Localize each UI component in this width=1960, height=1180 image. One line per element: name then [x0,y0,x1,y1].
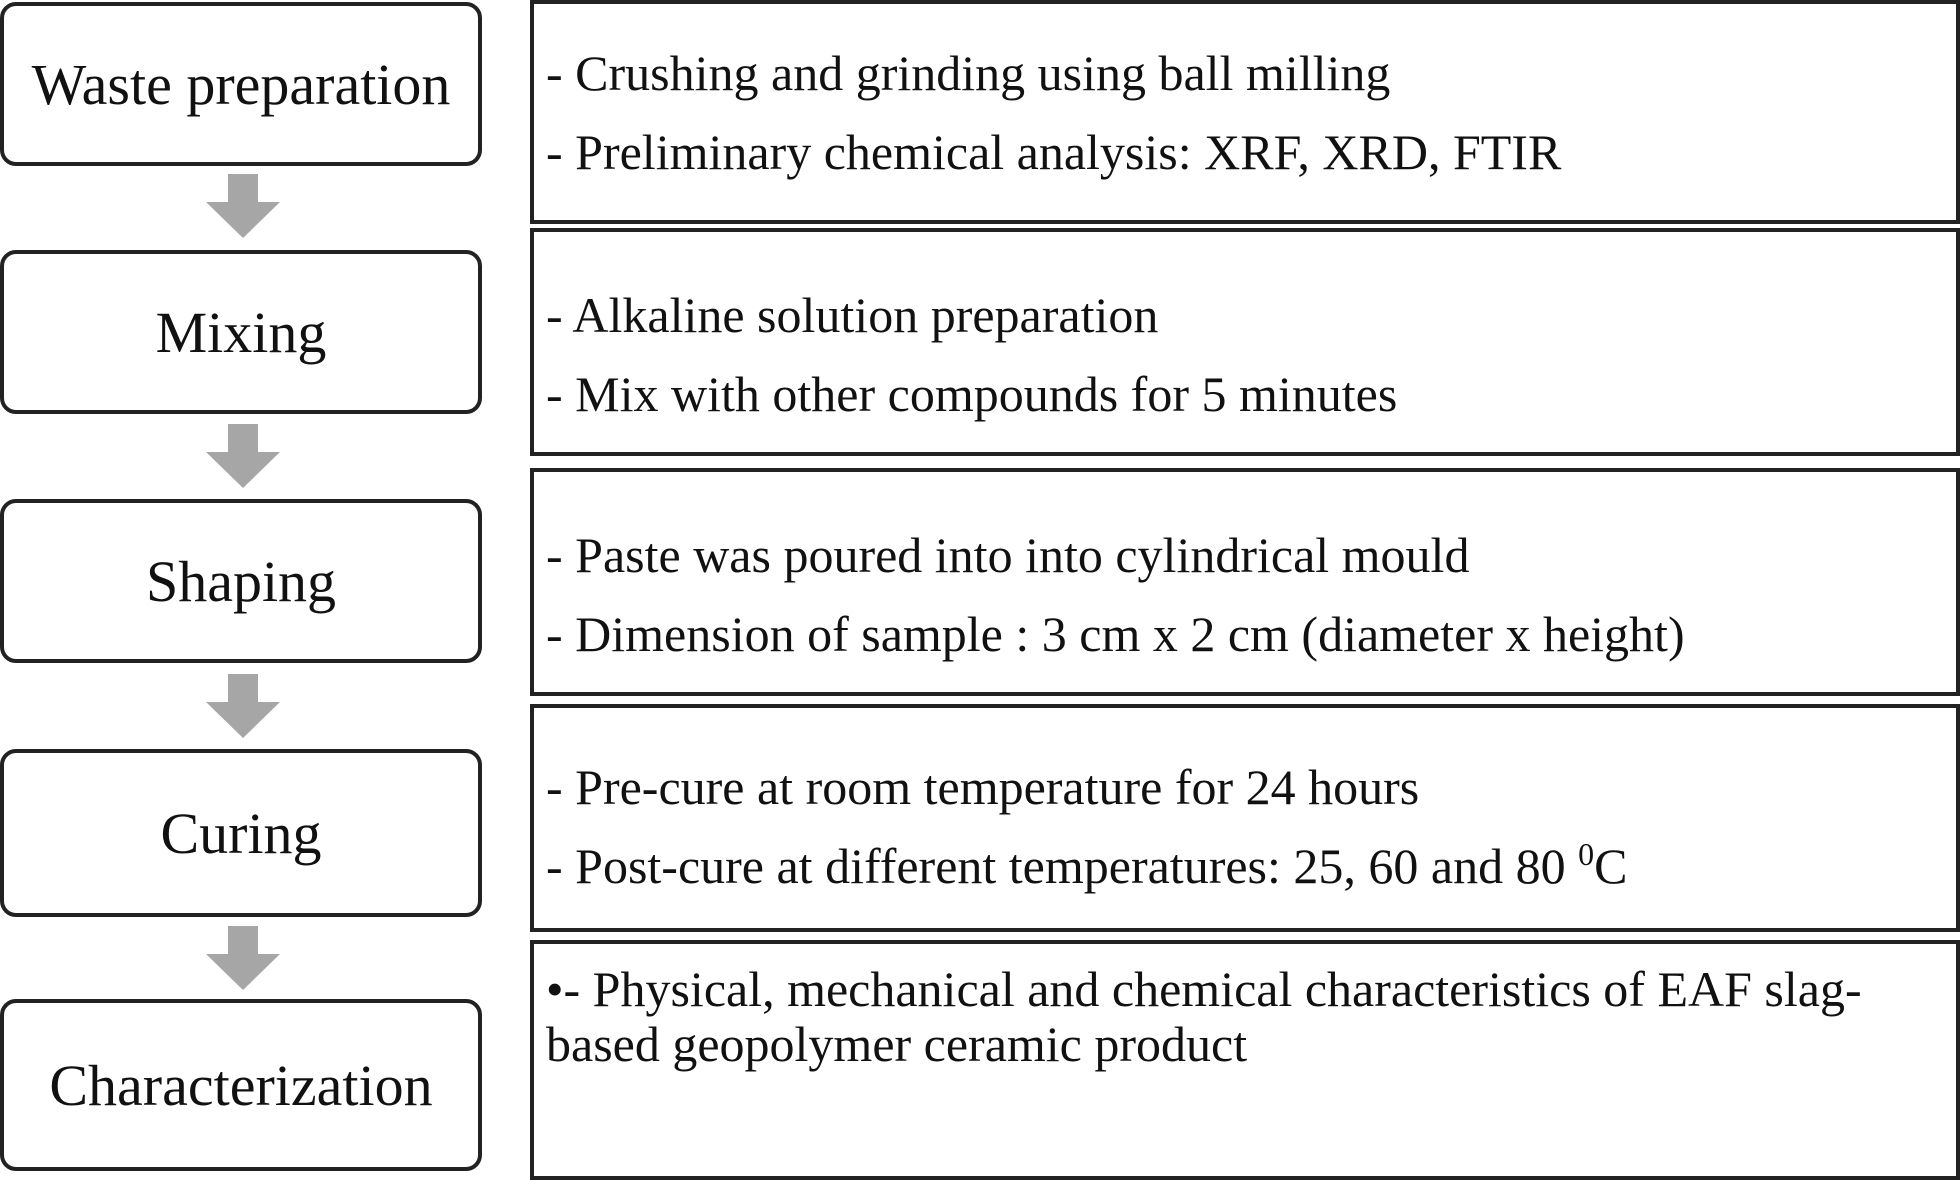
details-waste-preparation [530,0,1960,224]
stage-label: Mixing [155,299,327,365]
detail-line: - Dimension of sample : 3 cm x 2 cm (diameter x height) [546,606,1685,662]
detail-line: - Alkaline solution preparation [546,287,1159,343]
down-arrow-icon [206,174,280,238]
details-characterization [530,940,1960,1180]
details-mixing [530,228,1960,456]
stage-label: Characterization [49,1052,433,1118]
down-arrow-icon [206,926,280,990]
stage-label: Curing [160,800,322,866]
detail-line: - Pre-cure at room temperature for 24 hours [546,759,1420,815]
stage-curing [0,749,482,917]
stage-characterization [0,999,482,1171]
degree-superscript: 0 [1578,836,1595,872]
stage-mixing [0,250,482,414]
details-shaping [530,468,1960,696]
detail-line: - Crushing and grinding using ball milling [546,45,1391,101]
detail-line [546,827,1956,906]
down-arrow-icon [206,424,280,488]
detail-line: - Mix with other compounds for 5 minutes [546,366,1398,422]
down-arrow-icon [206,674,280,738]
detail-line: - Paste was poured into into cylindrical mould [546,527,1470,583]
stage-label: Waste preparation [31,51,451,117]
stage-waste-preparation [0,2,482,166]
detail-line: •- Physical, mechanical and chemical characteristics of EAF slag-based geopolymer ceramic product [546,961,1862,1072]
detail-text: - Post-cure at different temperatures: 25, 60 and 80 [546,838,1579,894]
details-curing [530,704,1960,932]
degree-unit: C [1594,838,1628,894]
stage-label: Shaping [145,548,337,614]
stage-shaping [0,499,482,663]
detail-line: - Preliminary chemical analysis: XRF, XRD, FTIR [546,124,1562,180]
